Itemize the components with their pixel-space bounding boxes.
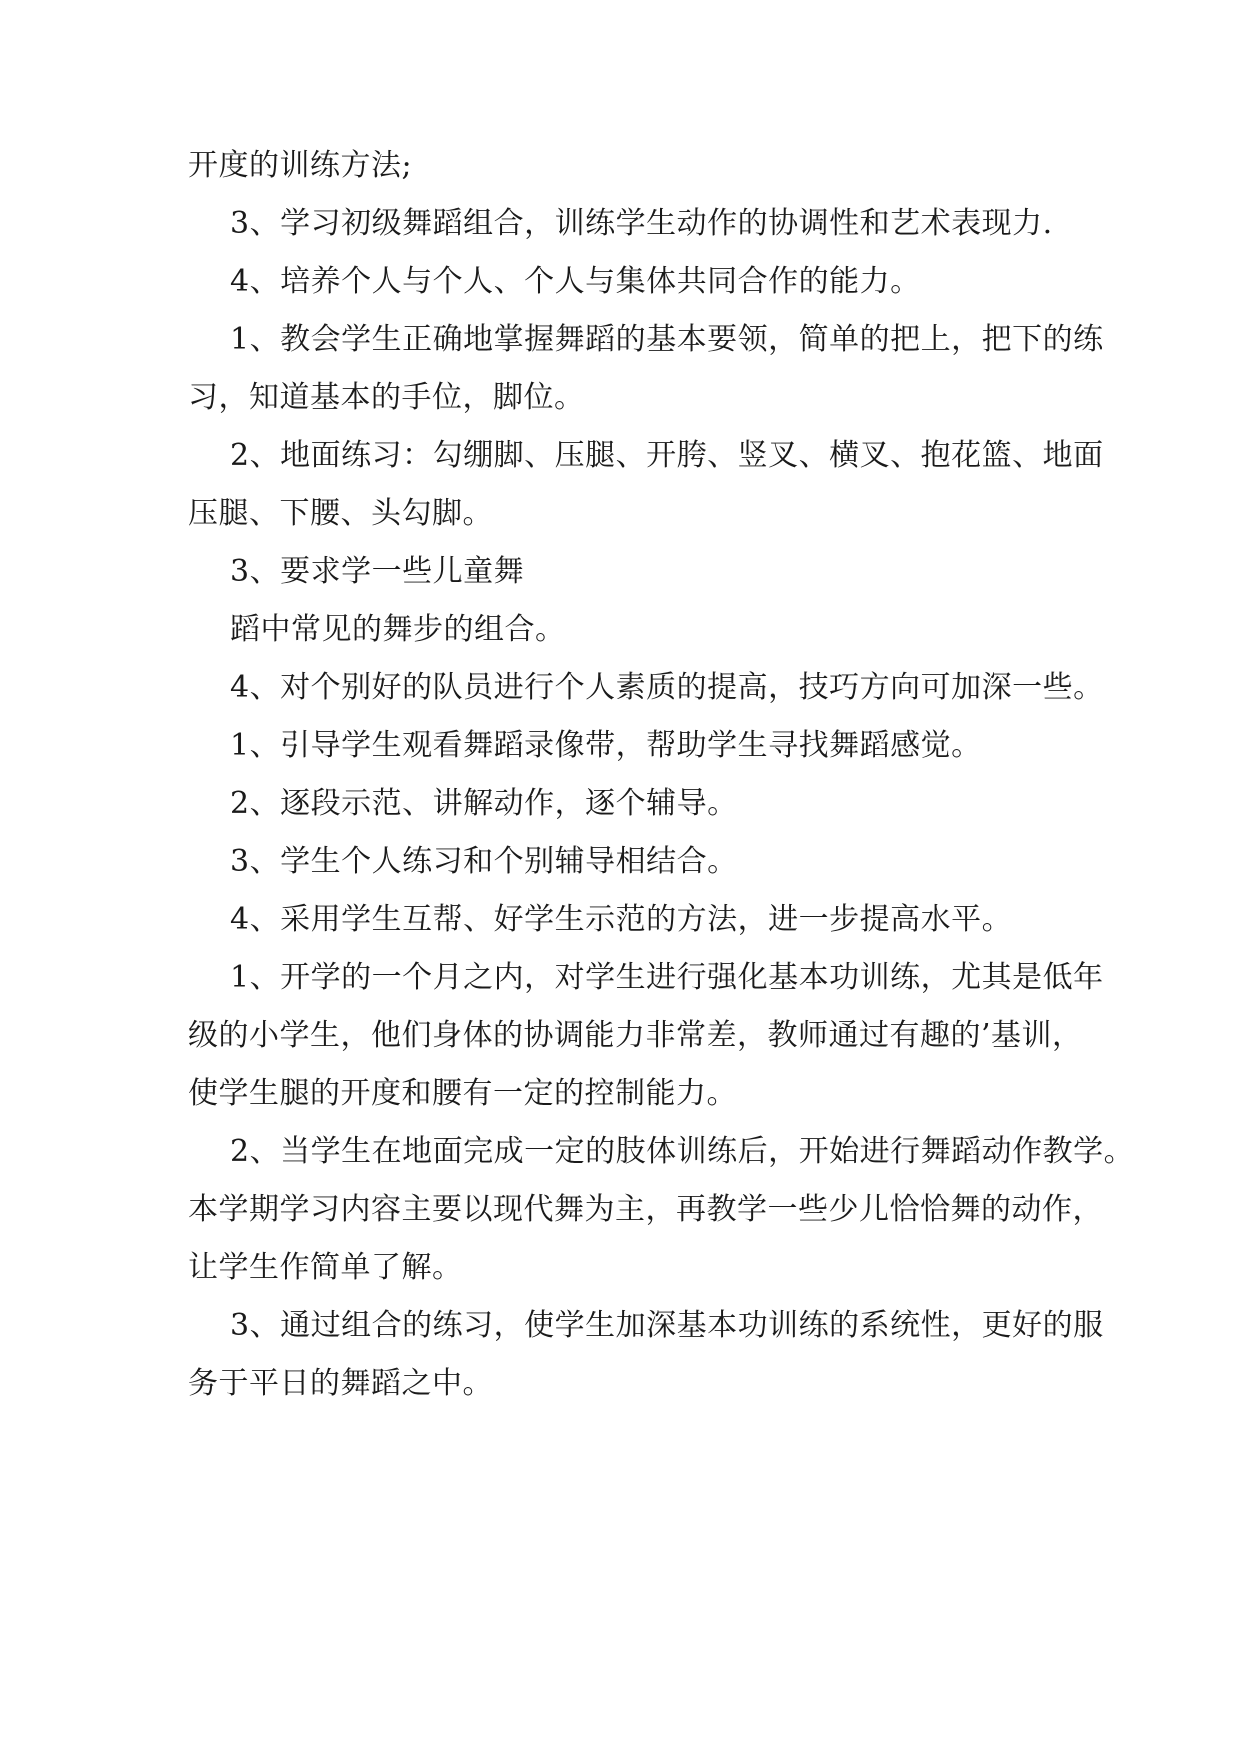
text-line: 4、采用学生互帮、好学生示范的方法，进一步提高水平。 <box>230 902 1013 937</box>
text-line: 2、地面练习：勾绷脚、压腿、开胯、竖叉、横叉、抱花篮、地面 <box>230 438 1104 473</box>
text-line: 压腿、下腰、头勾脚。 <box>188 496 493 531</box>
text-line: 蹈中常见的舞步的组合。 <box>230 612 566 647</box>
text-line: 3、学习初级舞蹈组合，训练学生动作的协调性和艺术表现力. <box>230 206 1053 241</box>
text-line: 4、对个别好的队员进行个人素质的提高，技巧方向可加深一些。 <box>230 670 1104 705</box>
text-line: 3、学生个人练习和个别辅导相结合。 <box>230 844 738 879</box>
text-line: 1、引导学生观看舞蹈录像带，帮助学生寻找舞蹈感觉。 <box>230 728 982 763</box>
text-line: 3、要求学一些儿童舞 <box>230 554 525 589</box>
text-line: 级的小学生，他们身体的协调能力非常差，教师通过有趣的’基训， <box>188 1018 1083 1053</box>
text-line: 2、逐段示范、讲解动作，逐个辅导。 <box>230 786 738 821</box>
text-line: 让学生作简单了解。 <box>188 1250 463 1285</box>
text-line: 4、培养个人与个人、个人与集体共同合作的能力。 <box>230 264 921 299</box>
text-line: 1、开学的一个月之内，对学生进行强化基本功训练，尤其是低年 <box>230 960 1104 995</box>
text-line: 本学期学习内容主要以现代舞为主，再教学一些少儿恰恰舞的动作， <box>188 1192 1103 1227</box>
text-line: 务于平日的舞蹈之中。 <box>188 1366 493 1401</box>
text-line: 3、通过组合的练习，使学生加深基本功训练的系统性，更好的服 <box>230 1308 1104 1343</box>
text-line: 开度的训练方法; <box>188 148 413 183</box>
text-line: 使学生腿的开度和腰有一定的控制能力。 <box>188 1076 737 1111</box>
text-line: 习，知道基本的手位，脚位。 <box>188 380 585 415</box>
text-line: 2、当学生在地面完成一定的肢体训练后，开始进行舞蹈动作教学。 <box>230 1134 1135 1169</box>
text-line: 1、教会学生正确地掌握舞蹈的基本要领，简单的把上，把下的练 <box>230 322 1104 357</box>
